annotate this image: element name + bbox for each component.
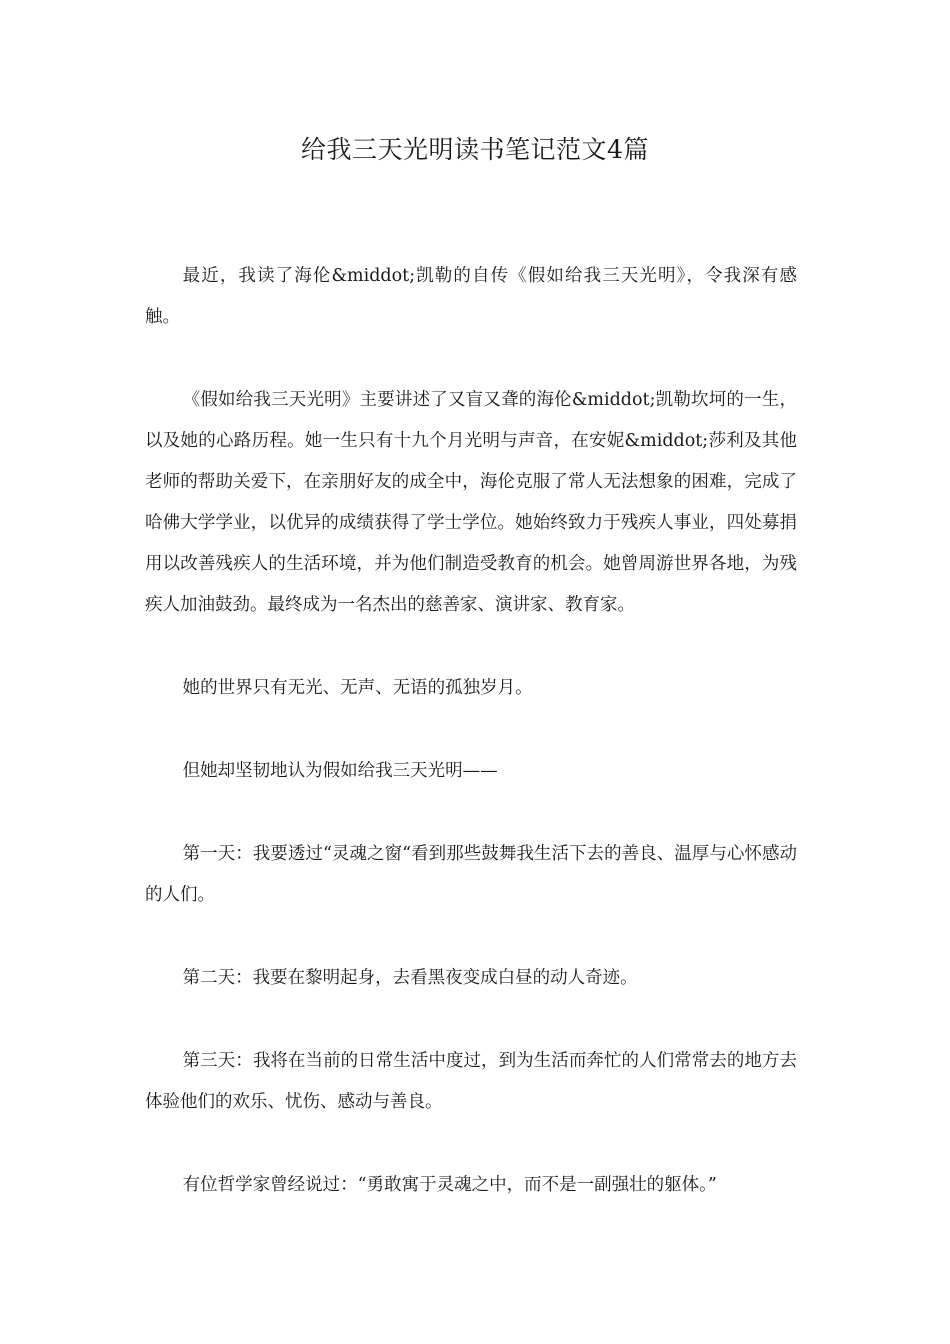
paragraph-summary: 《假如给我三天光明》主要讲述了又盲又聋的海伦&middot;凯勒坎坷的一生，以及她的心路历程。她一生只有十九个月光明与声音，在安妮&middot;莎利及其他老师的帮助关爱下，在亲朋好友的成全中，海伦克服了常人无法想象的困难，完成了哈佛大学学业，以优异的成绩获得了学士学位。她始终致力于残疾人事业，四处募捐用以改善残疾人的生活环境，并为他们制造受教育的机会。她曾周游世界各地，为残疾人加油鼓劲。最终成为一名杰出的慈善家、演讲家、教育家。	[145, 390, 797, 615]
paragraph-day-one: 第一天：我要透过“灵魂之窗“看到那些鼓舞我生活下去的善良、温厚与心怀感动的人们。	[145, 844, 797, 905]
document-title: 给我三天光明读书笔记范文4篇	[301, 135, 649, 164]
paragraph-world: 她的世界只有无光、无声、无语的孤独岁月。	[182, 678, 533, 698]
paragraph-intro: 最近，我读了海伦&middot;凯勒的自传《假如给我三天光明》，令我深有感触。	[145, 266, 797, 327]
paragraph-day-two: 第二天：我要在黎明起身，去看黑夜变成白昼的动人奇迹。	[182, 968, 638, 988]
paragraph-belief: 但她却坚韧地认为假如给我三天光明——	[182, 761, 498, 781]
paragraph-day-three: 第三天：我将在当前的日常生活中度过，到为生活而奔忙的人们常常去的地方去体验他们的欢乐、忧伤、感动与善良。	[145, 1051, 797, 1112]
document-body	[145, 256, 797, 1248]
paragraph-philosopher-quote: 有位哲学家曾经说过：“勇敢寓于灵魂之中，而不是一副强壮的躯体。”	[182, 1175, 717, 1195]
